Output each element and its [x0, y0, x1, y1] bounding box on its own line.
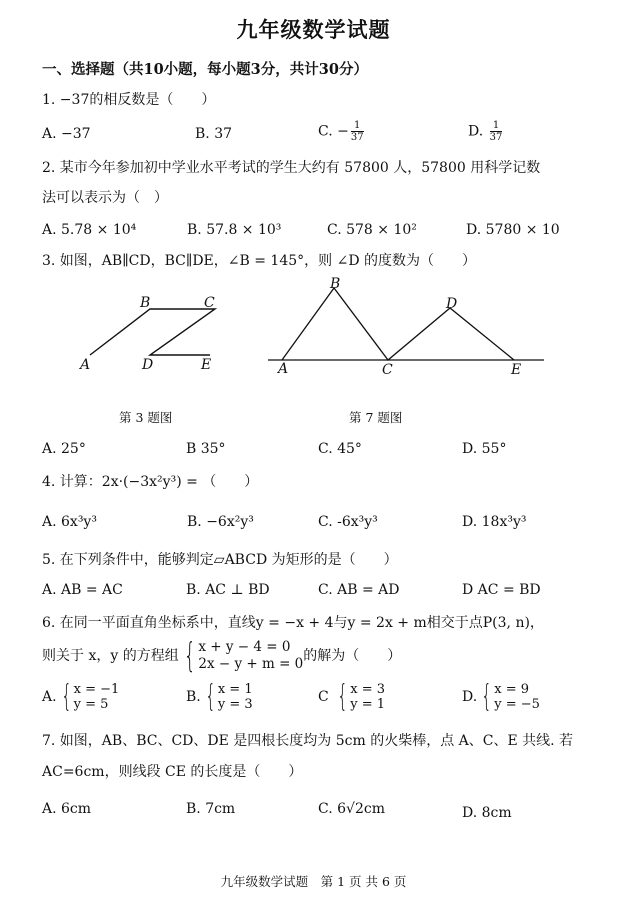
q4-option-a: A. 6x³y³: [42, 514, 97, 530]
fig7-label-a: A: [278, 361, 289, 377]
q5-option-d: D AC = BD: [462, 582, 541, 598]
q2-option-d: D. 5780 × 10: [466, 222, 560, 238]
question-5-stem: 5. 在下列条件中，能够判定▱ABCD 为矩形的是（ ）: [42, 552, 398, 568]
question-2-line2: 法可以表示为（ ）: [42, 190, 168, 206]
question-4-stem: 4. 计算：2x·(−3x²y³) = （ ）: [42, 474, 259, 490]
page-footer: 九年级数学试题 第 1 页 共 6 页: [220, 874, 407, 889]
q2-option-b: B. 57.8 × 10³: [187, 222, 282, 238]
question-2-line1: 2. 某市今年参加初中学业水平考试的学生大约有 57800 人，57800 用科学记数: [42, 160, 541, 176]
question-3-stem: 3. 如图，AB∥CD，BC∥DE，∠B = 145°，则 ∠D 的度数为（ ）: [42, 253, 477, 269]
q4-option-d: D. 18x³y³: [462, 514, 527, 530]
q3-option-a: A. 25°: [42, 441, 86, 457]
figure-3-caption: 第 3 题图: [119, 410, 173, 425]
equation-system: { x + y − 4 = 0 2x − y + m = 0: [183, 636, 304, 676]
fig7-label-e: E: [511, 362, 522, 378]
fig3-label-a: A: [80, 357, 91, 373]
fig3-label-b: B: [140, 295, 151, 311]
q2-option-a: A. 5.78 × 10⁴: [42, 222, 137, 238]
q4-option-c: C. -6x³y³: [318, 514, 378, 530]
section-heading: 一、选择题（共10小题，每小题3分，共计30分）: [42, 61, 368, 78]
q7-option-d: D. 8cm: [462, 805, 512, 821]
q6-option-a: A. { x = −1 y = 5: [42, 679, 120, 714]
page-title: 九年级数学试题: [236, 17, 391, 42]
q4-option-b: B. −6x²y³: [187, 514, 254, 530]
q2-option-c: C. 578 × 10²: [327, 222, 417, 238]
question-7-line1: 7. 如图，AB、BC、CD、DE 是四根长度均为 5cm 的火柴棒，点 A、C、E 共线. 若: [42, 733, 574, 749]
question-7-line2: AC=6cm，则线段 CE 的长度是（ ）: [42, 764, 303, 780]
q5-option-c: C. AB = AD: [318, 582, 400, 598]
q5-option-a: A. AB = AC: [42, 582, 123, 598]
q3-option-d: D. 55°: [462, 441, 507, 457]
fraction: $\frac{1}{37}$: [350, 120, 364, 143]
fig3-label-e: E: [201, 357, 212, 373]
fraction: $\frac{1}{37}$: [489, 120, 503, 143]
q3-option-b: B 35°: [186, 441, 226, 457]
question-1-stem: 1. −37的相反数是（ ）: [42, 92, 216, 108]
q7-option-b: B. 7cm: [186, 801, 236, 817]
fig7-label-b: B: [330, 276, 341, 292]
figure-7-caption: 第 7 题图: [349, 410, 403, 425]
q1-option-d: D. $\frac{1}{37}$: [468, 120, 503, 143]
q7-option-a: A. 6cm: [42, 801, 92, 817]
q3-option-c: C. 45°: [318, 441, 362, 457]
fig7-label-d: D: [446, 296, 458, 312]
q1-option-b: B. 37: [195, 126, 233, 142]
q5-option-b: B. AC ⊥ BD: [186, 582, 270, 598]
fig3-label-d: D: [142, 357, 154, 373]
q1-option-c: C. − $\frac{1}{37}$: [318, 120, 364, 143]
q1-option-a: A. −37: [42, 126, 91, 142]
q6-option-b: B. { x = 1 y = 3: [186, 679, 253, 714]
question-6-line1: 6. 在同一平面直角坐标系中，直线y = −x + 4与y = 2x + m相交于点P(3, n)，: [42, 615, 544, 631]
figure-7: [262, 276, 552, 380]
fig7-label-c: C: [382, 362, 393, 378]
figure-3: [70, 285, 230, 375]
q6-option-c: C { x = 3 y = 1: [318, 679, 386, 714]
q6-option-d: D. { x = 9 y = −5: [462, 679, 540, 714]
question-6-line2: 则关于 x，y 的方程组 { x + y − 4 = 0 2x − y + m = 0 的解为（ ）: [42, 636, 402, 676]
fig3-label-c: C: [204, 295, 215, 311]
q7-option-c: C. 6√2cm: [318, 801, 385, 817]
